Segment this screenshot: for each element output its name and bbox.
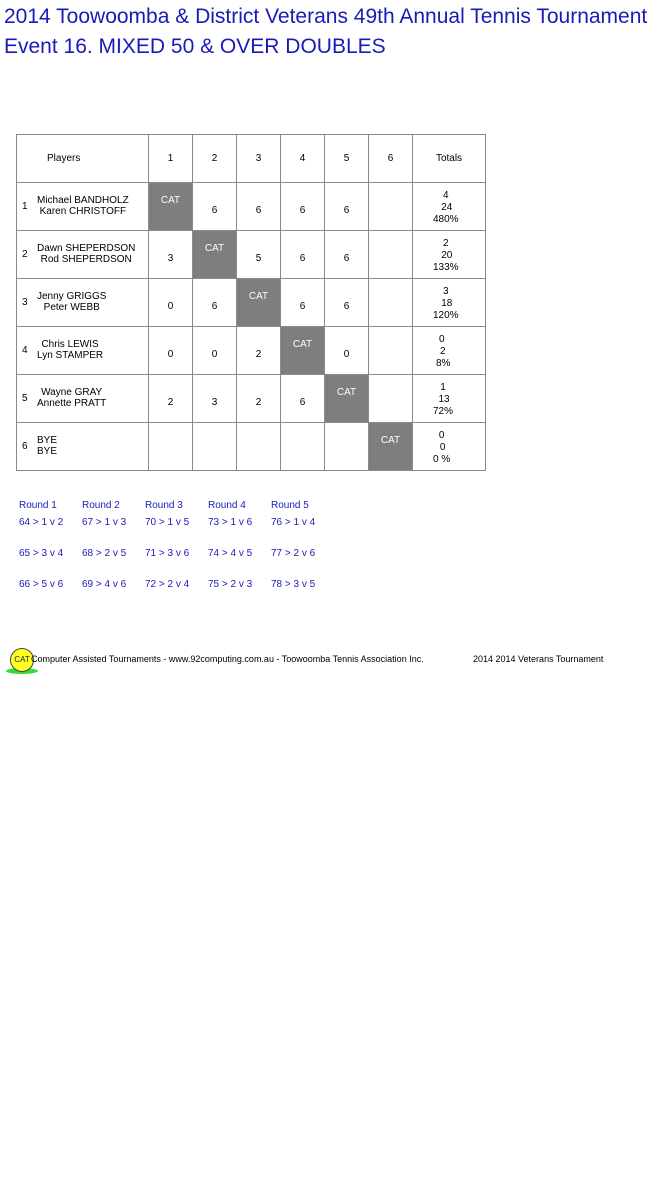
player-names — [37, 291, 106, 313]
column-header-1: 1 — [149, 135, 193, 183]
totals-cell — [413, 183, 486, 231]
event-title: Event 16. MIXED 50 & OVER DOUBLES — [4, 35, 386, 58]
column-header-6: 6 — [369, 135, 413, 183]
score-cell — [149, 375, 193, 423]
score-value: 6 — [255, 205, 262, 216]
table-row — [17, 279, 486, 327]
totals-percentage: 8% — [436, 358, 451, 369]
player-name: Dawn SHEPERDSON — [37, 242, 136, 254]
player-name: Lyn STAMPER — [37, 349, 104, 361]
cat-label: CAT — [204, 243, 225, 254]
score-cell — [281, 183, 325, 231]
match-item: 71 > 3 v 6 — [145, 548, 190, 559]
score-value: 2 — [167, 397, 174, 408]
score-cell — [369, 279, 413, 327]
column-header-5: 5 — [325, 135, 369, 183]
totals-percentage: 480% — [433, 214, 459, 225]
totals-sets-won: 0 — [438, 430, 445, 441]
round-label: Round 1 — [19, 500, 57, 511]
score-value: 0 — [211, 349, 218, 360]
player-names — [37, 195, 129, 217]
totals-games-won: 20 — [441, 250, 453, 261]
match-item: 73 > 1 v 6 — [208, 517, 253, 528]
results-table — [16, 134, 486, 471]
cat-label: CAT — [248, 291, 269, 302]
totals-cell — [413, 231, 486, 279]
match-item: 76 > 1 v 4 — [271, 517, 316, 528]
score-cell — [325, 423, 369, 471]
totals-percentage: 120% — [433, 310, 459, 321]
player-name: Chris LEWIS — [41, 338, 99, 350]
score-cell — [281, 279, 325, 327]
self-match-cell — [369, 423, 413, 471]
score-cell — [193, 375, 237, 423]
score-value: 3 — [167, 253, 174, 264]
score-value: 6 — [343, 205, 350, 216]
score-cell — [237, 231, 281, 279]
round-label: Round 4 — [208, 500, 246, 511]
cat-label: CAT — [380, 435, 401, 446]
totals-games-won: 0 — [439, 442, 446, 453]
score-cell — [193, 279, 237, 327]
totals-sets-won: 1 — [440, 382, 446, 393]
round-label: Round 2 — [82, 500, 120, 511]
totals-cell — [413, 327, 486, 375]
totals-cell — [413, 423, 486, 471]
footer-credit: Computer Assisted Tournaments - www.92computing.com.au - Toowoomba Tennis Association Inc. — [31, 654, 424, 664]
player-pair-cell — [17, 327, 149, 375]
player-name: Wayne GRAY — [41, 386, 103, 398]
round-label: Round 5 — [271, 500, 309, 511]
score-cell — [149, 423, 193, 471]
player-name: Annette PRATT — [37, 397, 107, 409]
cat-label: CAT — [292, 339, 313, 350]
score-value: 6 — [299, 301, 306, 312]
round-label: Round 3 — [145, 500, 183, 511]
player-pair-cell — [17, 231, 149, 279]
table-row — [17, 183, 486, 231]
score-cell — [325, 279, 369, 327]
score-cell — [237, 423, 281, 471]
row-number: 5 — [22, 392, 28, 404]
player-name: Rod SHEPERDSON — [40, 253, 132, 265]
score-value: 0 — [167, 301, 174, 312]
totals-games-won: 2 — [439, 346, 446, 357]
player-name: Karen CHRISTOFF — [39, 205, 127, 217]
table-row — [17, 231, 486, 279]
score-cell — [281, 231, 325, 279]
self-match-cell — [149, 183, 193, 231]
self-match-cell — [325, 375, 369, 423]
score-value: 6 — [299, 397, 306, 408]
match-item: 68 > 2 v 5 — [82, 548, 127, 559]
player-pair-cell — [17, 279, 149, 327]
totals-games-won: 18 — [441, 298, 453, 309]
totals-cell — [413, 279, 486, 327]
match-item: 74 > 4 v 5 — [208, 548, 253, 559]
totals-sets-won: 0 — [438, 334, 445, 345]
match-item: 75 > 2 v 3 — [208, 579, 253, 590]
table-row — [17, 423, 486, 471]
score-cell — [193, 327, 237, 375]
match-item: 67 > 1 v 3 — [82, 517, 127, 528]
column-header-2: 2 — [193, 135, 237, 183]
footer-tournament: 2014 2014 Veterans Tournament — [473, 654, 604, 664]
totals-games-won: 24 — [441, 202, 453, 213]
score-cell — [237, 183, 281, 231]
score-cell — [369, 231, 413, 279]
score-value: 0 — [343, 349, 350, 360]
score-value: 6 — [299, 205, 306, 216]
player-name: BYE — [37, 434, 58, 446]
score-cell — [281, 375, 325, 423]
totals-percentage: 0 % — [433, 454, 451, 465]
totals-games-won: 13 — [438, 394, 450, 405]
score-cell — [369, 183, 413, 231]
score-value: 6 — [343, 301, 350, 312]
row-number: 2 — [22, 248, 28, 260]
score-cell — [193, 423, 237, 471]
self-match-cell — [237, 279, 281, 327]
player-name: Michael BANDHOLZ — [37, 194, 129, 206]
score-value: 6 — [343, 253, 350, 264]
row-number: 3 — [22, 296, 28, 308]
table-row — [17, 327, 486, 375]
score-value: 5 — [255, 253, 262, 264]
match-item: 70 > 1 v 5 — [145, 517, 190, 528]
player-names — [37, 339, 103, 361]
match-item: 66 > 5 v 6 — [19, 579, 64, 590]
self-match-cell — [193, 231, 237, 279]
score-cell — [149, 327, 193, 375]
totals-cell — [413, 375, 486, 423]
player-names — [37, 387, 106, 409]
player-pair-cell — [17, 423, 149, 471]
player-name: Jenny GRIGGS — [37, 290, 107, 302]
player-names — [37, 435, 57, 457]
player-name: Peter WEBB — [43, 301, 100, 313]
score-cell — [325, 183, 369, 231]
match-item: 78 > 3 v 5 — [271, 579, 316, 590]
player-names — [37, 243, 135, 265]
row-number: 1 — [22, 200, 28, 212]
cat-label: CAT — [160, 195, 181, 206]
totals-sets-won: 2 — [443, 238, 449, 249]
match-item: 69 > 4 v 6 — [82, 579, 127, 590]
totals-percentage: 133% — [433, 262, 459, 273]
players-header-label: Players — [47, 153, 81, 164]
table-row — [17, 375, 486, 423]
match-item: 77 > 2 v 6 — [271, 548, 316, 559]
totals-sets-won: 4 — [443, 190, 449, 201]
column-header-4: 4 — [281, 135, 325, 183]
match-item: 65 > 3 v 4 — [19, 548, 64, 559]
score-value: 2 — [255, 397, 262, 408]
score-value: 3 — [211, 397, 218, 408]
row-number: 4 — [22, 344, 28, 356]
score-value: 6 — [299, 253, 306, 264]
match-item: 64 > 1 v 2 — [19, 517, 64, 528]
cat-logo-icon: CAT — [10, 648, 34, 672]
score-cell — [369, 375, 413, 423]
score-cell — [325, 231, 369, 279]
self-match-cell — [281, 327, 325, 375]
score-cell — [237, 375, 281, 423]
score-value: 2 — [255, 349, 262, 360]
page-title: 2014 Toowoomba & District Veterans 49th Annual Tennis Tournament — [4, 5, 648, 28]
score-cell — [149, 231, 193, 279]
score-cell — [369, 327, 413, 375]
player-name: BYE — [37, 445, 58, 457]
score-cell — [237, 327, 281, 375]
totals-sets-won: 3 — [443, 286, 449, 297]
player-pair-cell — [17, 375, 149, 423]
score-value: 6 — [211, 205, 218, 216]
match-item: 72 > 2 v 4 — [145, 579, 190, 590]
totals-percentage: 72% — [433, 406, 454, 417]
score-cell — [193, 183, 237, 231]
player-pair-cell — [17, 183, 149, 231]
totals-header: Totals — [413, 135, 486, 183]
score-cell — [281, 423, 325, 471]
table-header-row — [17, 135, 486, 183]
score-value: 0 — [167, 349, 174, 360]
score-cell — [325, 327, 369, 375]
score-cell — [149, 279, 193, 327]
score-value: 6 — [211, 301, 218, 312]
row-number: 6 — [22, 440, 28, 452]
column-header-3: 3 — [237, 135, 281, 183]
players-header — [17, 135, 149, 183]
cat-label: CAT — [336, 387, 357, 398]
